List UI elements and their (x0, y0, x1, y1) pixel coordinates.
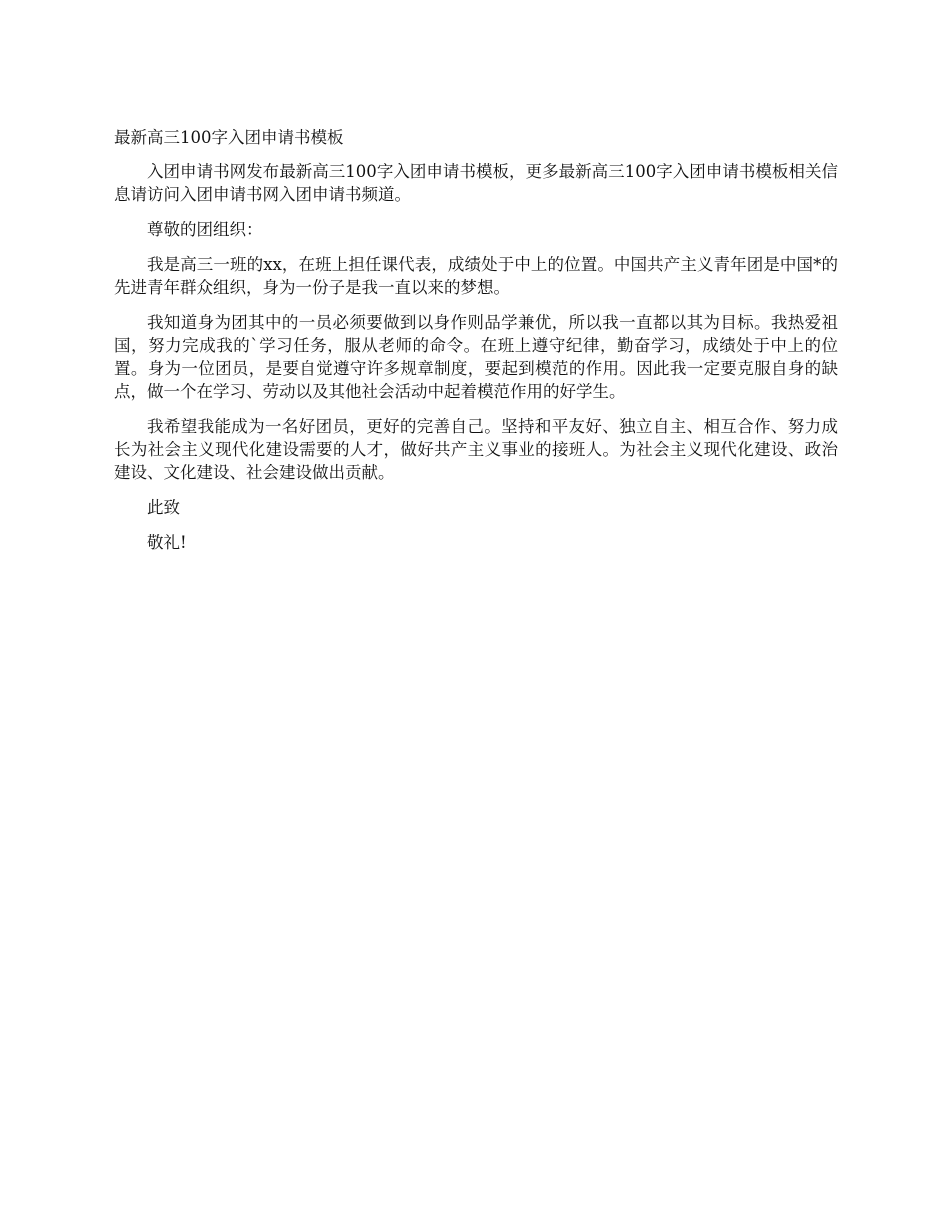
closing-line: 此致 (147, 498, 180, 517)
intro-paragraph: 入团申请书网发布最新高三100字入团申请书模板，更多最新高三100字入团申请书模板相关信息请访问入团申请书网入团申请书频道。 (114, 162, 838, 204)
body-paragraph-1: 我是高三一班的xx，在班上担任课代表，成绩处于中上的位置。中国共产主义青年团是中国*的先进青年群众组织，身为一份子是我一直以来的梦想。 (114, 255, 838, 297)
document-title: 最新高三100字入团申请书模板 (114, 128, 344, 147)
regards-line: 敬礼! (147, 533, 187, 552)
body-paragraph-2: 我知道身为团其中的一员必须要做到以身作则品学兼优，所以我一直都以其为目标。我热爱祖国，努力完成我的`学习任务，服从老师的命令。在班上遵守纪律，勤奋学习，成绩处于中上的位置。身为一位团员，是要自觉遵守许多规章制度，要起到模范的作用。因此我一定要克服自身的缺点，做一个在学习、劳动以及其他社会活动中起着模范作用的好学生。 (114, 313, 838, 401)
document-body (114, 126, 838, 566)
salutation: 尊敬的团组织： (147, 220, 263, 239)
body-paragraph-3: 我希望我能成为一名好团员，更好的完善自己。坚持和平友好、独立自主、相互合作、努力成长为社会主义现代化建设需要的人才，做好共产主义事业的接班人。为社会主义现代化建设、政治建设、文化建设、社会建设做出贡献。 (114, 417, 838, 482)
